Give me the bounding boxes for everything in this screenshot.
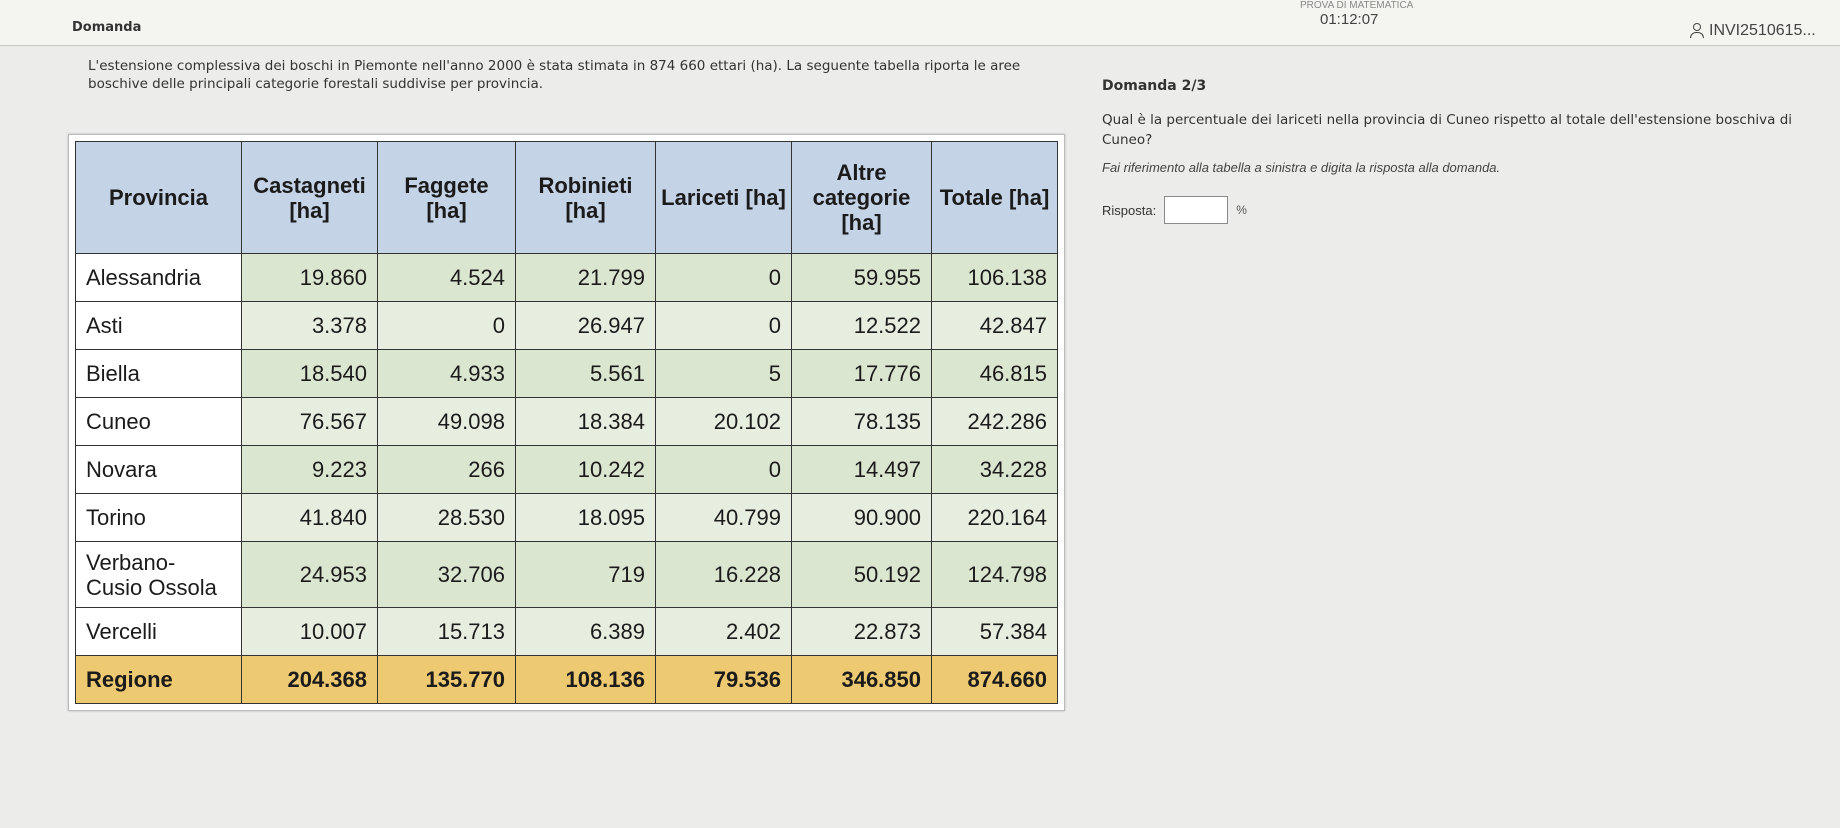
cell-value: 46.815 <box>932 350 1058 398</box>
cell-value: 42.847 <box>932 302 1058 350</box>
cell-value: 9.223 <box>242 446 378 494</box>
cell-provincia: Vercelli <box>76 608 242 656</box>
table-total-row <box>76 656 1058 704</box>
intro-text: L'estensione complessiva dei boschi in Piemonte nell'anno 2000 è stata stimata in 874 660 ettari (ha). La seguente tabella riporta le aree boschive delle principali categorie forestali suddivise per provincia. <box>88 58 1021 92</box>
cell-value: 124.798 <box>932 542 1058 608</box>
cell-provincia: Cuneo <box>76 398 242 446</box>
cell-value: 220.164 <box>932 494 1058 542</box>
cell-provincia: Torino <box>76 494 242 542</box>
table-row <box>76 446 1058 494</box>
cell-value: 22.873 <box>792 608 932 656</box>
cell-value: 16.228 <box>656 542 792 608</box>
cell-total: 204.368 <box>242 656 378 704</box>
cell-value: 59.955 <box>792 254 932 302</box>
cell-value: 266 <box>378 446 516 494</box>
col-header-lariceti: Lariceti [ha] <box>656 142 792 254</box>
answer-input[interactable] <box>1164 196 1228 224</box>
cell-regione: Regione <box>76 656 242 704</box>
table-row <box>76 398 1058 446</box>
cell-value: 18.384 <box>516 398 656 446</box>
cell-value: 719 <box>516 542 656 608</box>
cell-total: 135.770 <box>378 656 516 704</box>
cell-value: 5.561 <box>516 350 656 398</box>
table-row <box>76 254 1058 302</box>
cell-value: 34.228 <box>932 446 1058 494</box>
table-header-row <box>76 142 1058 254</box>
cell-total: 346.850 <box>792 656 932 704</box>
table-row <box>76 542 1058 608</box>
header-title: Domanda <box>72 20 142 35</box>
table-row <box>76 350 1058 398</box>
user-badge[interactable] <box>1690 22 1816 40</box>
cell-value: 32.706 <box>378 542 516 608</box>
cell-value: 6.389 <box>516 608 656 656</box>
user-icon <box>1690 23 1704 39</box>
col-header-altre: Altre categorie [ha] <box>792 142 932 254</box>
cell-value: 106.138 <box>932 254 1058 302</box>
cell-provincia: Asti <box>76 302 242 350</box>
answer-label: Risposta: <box>1102 202 1157 218</box>
cell-value: 50.192 <box>792 542 932 608</box>
cell-total: 874.660 <box>932 656 1058 704</box>
cell-value: 76.567 <box>242 398 378 446</box>
col-header-castagneti: Castagneti [ha] <box>242 142 378 254</box>
cell-value: 21.799 <box>516 254 656 302</box>
cell-value: 26.947 <box>516 302 656 350</box>
cell-value: 0 <box>656 302 792 350</box>
table-row <box>76 302 1058 350</box>
cell-value: 40.799 <box>656 494 792 542</box>
cell-value: 49.098 <box>378 398 516 446</box>
cell-value: 242.286 <box>932 398 1058 446</box>
cell-value: 0 <box>378 302 516 350</box>
cell-total: 79.536 <box>656 656 792 704</box>
cell-provincia: Biella <box>76 350 242 398</box>
cell-total: 108.136 <box>516 656 656 704</box>
table-row <box>76 494 1058 542</box>
cell-value: 57.384 <box>932 608 1058 656</box>
forest-table-panel <box>68 134 1065 711</box>
col-header-robinieti: Robinieti [ha] <box>516 142 656 254</box>
cell-value: 20.102 <box>656 398 792 446</box>
cell-value: 18.540 <box>242 350 378 398</box>
col-header-provincia: Provincia <box>76 142 242 254</box>
cell-value: 19.860 <box>242 254 378 302</box>
cell-value: 14.497 <box>792 446 932 494</box>
forest-table <box>75 141 1058 704</box>
cell-value: 3.378 <box>242 302 378 350</box>
cell-value: 18.095 <box>516 494 656 542</box>
user-id: INVI2510615... <box>1709 22 1816 39</box>
cell-value: 0 <box>656 254 792 302</box>
cell-value: 0 <box>656 446 792 494</box>
answer-unit: % <box>1236 203 1247 217</box>
cell-value: 90.900 <box>792 494 932 542</box>
cell-value: 15.713 <box>378 608 516 656</box>
question-text: Qual è la percentuale dei lariceti nella provincia di Cuneo rispetto al totale dell'estensione boschiva di Cuneo? <box>1102 112 1793 148</box>
cell-value: 24.953 <box>242 542 378 608</box>
subject-label: PROVA DI MATEMATICA <box>1300 0 1414 11</box>
cell-provincia: Alessandria <box>76 254 242 302</box>
cell-value: 10.242 <box>516 446 656 494</box>
cell-value: 4.933 <box>378 350 516 398</box>
col-header-totale: Totale [ha] <box>932 142 1058 254</box>
top-bar <box>0 0 1840 46</box>
question-counter: Domanda 2/3 <box>1102 78 1207 94</box>
cell-value: 12.522 <box>792 302 932 350</box>
cell-value: 41.840 <box>242 494 378 542</box>
table-row <box>76 608 1058 656</box>
timer: 01:12:07 <box>1320 11 1379 28</box>
answer-row <box>1102 196 1247 224</box>
col-header-faggete: Faggete [ha] <box>378 142 516 254</box>
cell-provincia: Novara <box>76 446 242 494</box>
cell-value: 4.524 <box>378 254 516 302</box>
cell-value: 17.776 <box>792 350 932 398</box>
cell-value: 5 <box>656 350 792 398</box>
cell-value: 2.402 <box>656 608 792 656</box>
cell-provincia: Verbano-Cusio Ossola <box>76 542 242 608</box>
cell-value: 78.135 <box>792 398 932 446</box>
cell-value: 28.530 <box>378 494 516 542</box>
question-hint: Fai riferimento alla tabella a sinistra e digita la risposta alla domanda. <box>1102 160 1501 175</box>
cell-value: 10.007 <box>242 608 378 656</box>
